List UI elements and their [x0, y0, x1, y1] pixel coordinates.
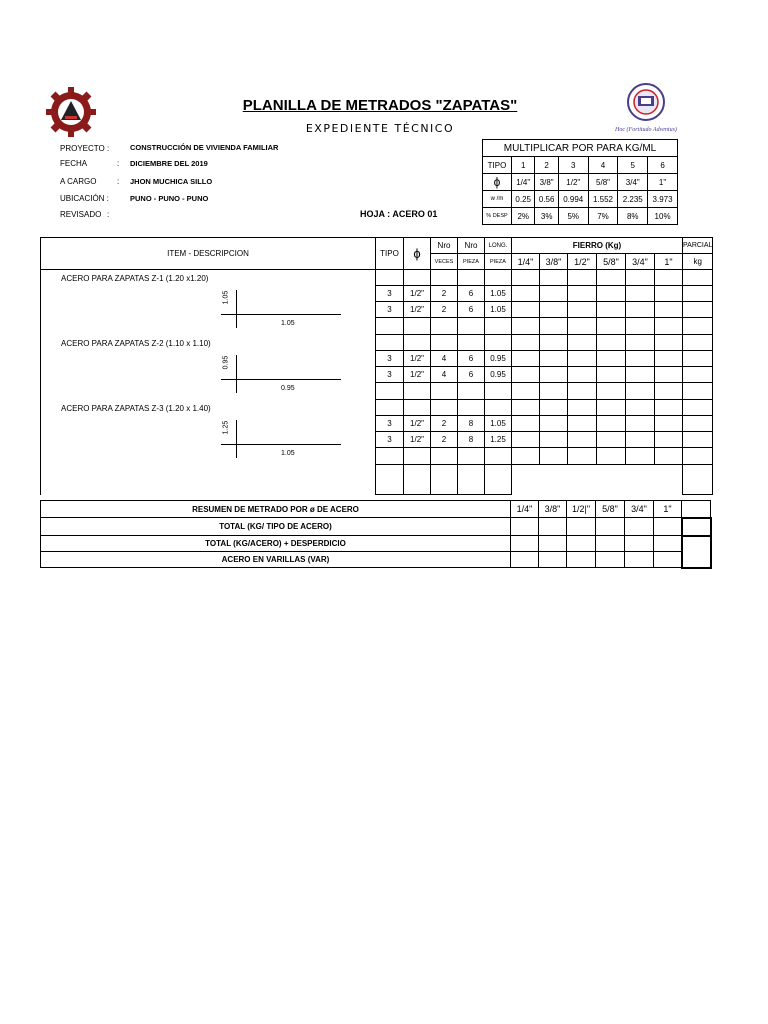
total-cell: [682, 518, 711, 536]
sketch-vertical-line: [236, 355, 237, 393]
cell: [683, 367, 713, 383]
nro-header: Nro: [431, 238, 458, 254]
parcial-header: PARCIAL: [683, 238, 713, 254]
cell: [404, 448, 431, 465]
multiplicar-title: MULTIPLICAR POR PARA KG/ML: [483, 140, 678, 157]
cell: [41, 465, 376, 495]
cell: [655, 432, 683, 448]
row-tipo: 3: [376, 416, 404, 432]
resumen-diam: 1/2|": [567, 501, 596, 518]
resumen-diam: 3/8": [539, 501, 567, 518]
row-long: 1.05: [485, 302, 512, 318]
cell: [376, 465, 404, 495]
fierro-diam-header: 1": [655, 254, 683, 270]
row-long: 1.05: [485, 286, 512, 302]
fierro-diam-header: 1/4": [512, 254, 540, 270]
cell: [512, 318, 540, 335]
cell: [540, 448, 568, 465]
cell: [597, 448, 626, 465]
cell: [625, 518, 654, 536]
sketch-vertical-dim: 0.95: [222, 355, 230, 369]
row-phi: 1/2": [404, 286, 431, 302]
cell: [597, 270, 626, 286]
cell: [568, 351, 597, 367]
cell: [458, 318, 485, 335]
cell: [568, 286, 597, 302]
cell: [485, 335, 512, 351]
row-veces: 4: [431, 351, 458, 367]
cell: [625, 552, 654, 568]
cell: [512, 448, 540, 465]
rebar-sketch: [221, 420, 341, 458]
document-subtitle: EXPEDIENTE TÉCNICO: [305, 122, 455, 135]
row-veces: 2: [431, 286, 458, 302]
cell: [626, 302, 655, 318]
cargo-value: JHON MUCHICA SILLO: [130, 177, 213, 186]
tipo-cell: 2: [535, 157, 558, 174]
cargo-sep: :: [117, 177, 120, 186]
cell: [485, 448, 512, 465]
cell: [625, 536, 654, 552]
sketch-vertical-line: [236, 420, 237, 458]
cell: [626, 270, 655, 286]
cell: [540, 286, 568, 302]
cell: [655, 302, 683, 318]
multiplicar-table: [482, 139, 678, 225]
sketch-horizontal-line: [221, 444, 341, 445]
cell: [458, 335, 485, 351]
cell: [376, 270, 404, 286]
cell: [540, 416, 568, 432]
cell: [540, 302, 568, 318]
row-phi: 1/2": [404, 367, 431, 383]
cell: [512, 465, 683, 495]
cell: [404, 383, 431, 400]
cell: [376, 318, 404, 335]
cell: [431, 335, 458, 351]
cell: [485, 270, 512, 286]
cell: [511, 518, 539, 536]
cell: [655, 335, 683, 351]
proyecto-value: CONSTRUCCIÓN DE VIVIENDA FAMILIAR: [130, 143, 279, 152]
row-long: 1.05: [485, 416, 512, 432]
cell: [654, 518, 682, 536]
row-tipo: 3: [376, 286, 404, 302]
cell: [567, 536, 596, 552]
row-phi: 1/2": [404, 351, 431, 367]
cell: [567, 518, 596, 536]
cell: [512, 302, 540, 318]
cell: [539, 536, 567, 552]
cell: [539, 552, 567, 568]
cell: [512, 416, 540, 432]
cell: [485, 400, 512, 416]
cell: [655, 270, 683, 286]
diam-cell: 1/2": [558, 174, 588, 191]
cell: [655, 448, 683, 465]
resumen-diam: 3/4": [625, 501, 654, 518]
sketch-vertical-dim: 1.25: [222, 420, 230, 434]
zapata-title: ACERO PARA ZAPATAS Z-1 (1.20 x1.20): [61, 274, 209, 283]
cell: [540, 383, 568, 400]
ubicacion-value: PUNO - PUNO - PUNO: [130, 194, 209, 203]
desp-cell: 8%: [618, 208, 648, 225]
fecha-sep: :: [117, 159, 120, 168]
cell: [568, 416, 597, 432]
cell: [568, 448, 597, 465]
fecha-label: FECHA: [60, 159, 88, 168]
cell: [597, 286, 626, 302]
diam-cell: 5/8": [588, 174, 618, 191]
cell: [458, 465, 485, 495]
cell: [511, 552, 539, 568]
cell: [655, 383, 683, 400]
cell: [512, 432, 540, 448]
row-pieza: 6: [458, 302, 485, 318]
zapata-title: ACERO PARA ZAPATAS Z-2 (1.10 x 1.10): [61, 338, 211, 348]
cell: [540, 432, 568, 448]
desp-cell: 7%: [588, 208, 618, 225]
fierro-diam-header: 1/2": [568, 254, 597, 270]
desp-cell: 10%: [648, 208, 678, 225]
row-tipo: 3: [376, 367, 404, 383]
veces-header: VECES: [431, 254, 458, 270]
zapata-description: [41, 270, 376, 335]
cell: [540, 318, 568, 335]
varillas-label: ACERO EN VARILLAS (VAR): [41, 552, 511, 568]
cell: [431, 383, 458, 400]
cell: [458, 383, 485, 400]
zapata-description: [41, 335, 376, 400]
cell: [597, 400, 626, 416]
resumen-diam: 5/8": [596, 501, 625, 518]
proyecto-label: PROYECTO :: [60, 144, 110, 153]
cell: [597, 432, 626, 448]
wm-cell: 3.973: [648, 191, 678, 208]
cell: [568, 270, 597, 286]
cell: [540, 335, 568, 351]
total-cell: [682, 536, 711, 568]
cell: [431, 465, 458, 495]
cell: [512, 383, 540, 400]
row-pieza: 8: [458, 416, 485, 432]
zapata-description: [41, 400, 376, 465]
revisado-sep: :: [107, 210, 110, 219]
document-title: PLANILLA DE METRADOS "ZAPATAS": [242, 97, 518, 114]
fierro-diam-header: 3/4": [626, 254, 655, 270]
zapata-title: ACERO PARA ZAPATAS Z-3 (1.20 x 1.40): [61, 403, 211, 413]
row-phi: 1/2": [404, 432, 431, 448]
cell: [683, 286, 713, 302]
cell: [431, 318, 458, 335]
cell: [626, 432, 655, 448]
cell: [626, 318, 655, 335]
cell: [539, 518, 567, 536]
resumen-table: [40, 500, 712, 569]
desp-label: % DESP: [483, 208, 512, 225]
cell: [568, 383, 597, 400]
pieza-header: PIEZA: [458, 254, 485, 270]
row-pieza: 6: [458, 351, 485, 367]
rebar-sketch: [221, 355, 341, 393]
row-pieza: 6: [458, 367, 485, 383]
cell: [597, 351, 626, 367]
cell: [511, 536, 539, 552]
nro2-header: Nro: [458, 238, 485, 254]
cell: [655, 318, 683, 335]
cell: [512, 270, 540, 286]
desp-cell: 5%: [558, 208, 588, 225]
sketch-horizontal-line: [221, 314, 341, 315]
cell: [485, 383, 512, 400]
sketch-horizontal-dim: 0.95: [281, 384, 295, 392]
diam-cell: 3/8": [535, 174, 558, 191]
cell: [568, 400, 597, 416]
row-tipo: 3: [376, 351, 404, 367]
sketch-horizontal-line: [221, 379, 341, 380]
wm-cell: 0.25: [512, 191, 535, 208]
cell: [485, 465, 512, 495]
tipo-cell: 3: [558, 157, 588, 174]
cell: [683, 270, 713, 286]
cell: [568, 335, 597, 351]
total-desp-label: TOTAL (KG/ACERO) + DESPERDICIO: [41, 536, 511, 552]
cell: [540, 367, 568, 383]
tipo-cell: 4: [588, 157, 618, 174]
row-long: 1.25: [485, 432, 512, 448]
cell: [431, 400, 458, 416]
total-tipo-label: TOTAL (KG/ TIPO DE ACERO): [41, 518, 511, 536]
sketch-horizontal-dim: 1.05: [281, 449, 295, 457]
cell: [512, 367, 540, 383]
phi-symbol: ϕ: [483, 174, 512, 191]
cell: [654, 536, 682, 552]
cell: [540, 270, 568, 286]
cell: [404, 465, 431, 495]
phi-header: ϕ: [404, 238, 431, 270]
resumen-diam: 1/4": [511, 501, 539, 518]
cell: [626, 335, 655, 351]
cell: [568, 302, 597, 318]
wm-cell: 2.235: [618, 191, 648, 208]
cell: [683, 400, 713, 416]
cell: [596, 552, 625, 568]
pieza2-header: PIEZA: [485, 254, 512, 270]
desp-cell: 3%: [535, 208, 558, 225]
cell: [654, 552, 682, 568]
row-tipo: 3: [376, 302, 404, 318]
cell: [683, 302, 713, 318]
cell: [568, 432, 597, 448]
resumen-diam: 1": [654, 501, 682, 518]
cell: [512, 400, 540, 416]
cell: [655, 416, 683, 432]
cell: [626, 416, 655, 432]
cell: [683, 351, 713, 367]
cell: [458, 270, 485, 286]
tipo-cell: 5: [618, 157, 648, 174]
diam-cell: 1": [648, 174, 678, 191]
cell: [626, 448, 655, 465]
cell: [683, 416, 713, 432]
cell: [512, 286, 540, 302]
cell: [458, 400, 485, 416]
cell: [626, 286, 655, 302]
sketch-vertical-dim: 1.05: [222, 290, 230, 305]
cell: [683, 383, 713, 400]
row-veces: 4: [431, 367, 458, 383]
tipo-label: TIPO: [483, 157, 512, 174]
diam-cell: 3/4": [618, 174, 648, 191]
cell: [404, 335, 431, 351]
row-long: 0.95: [485, 351, 512, 367]
cell: [376, 448, 404, 465]
cell: [512, 335, 540, 351]
cell: [597, 335, 626, 351]
cell: [404, 400, 431, 416]
cell: [626, 351, 655, 367]
cell: [597, 416, 626, 432]
cell: [485, 318, 512, 335]
cell: [683, 448, 713, 465]
cell: [596, 536, 625, 552]
cell: [655, 351, 683, 367]
hoja-label: HOJA : ACERO 01: [360, 209, 438, 219]
seal-caption: Hoc (Fortitudo Adventus): [615, 127, 677, 133]
row-phi: 1/2": [404, 416, 431, 432]
revisado-label: REVISADO: [60, 210, 102, 219]
ubicacion-label: UBICACIÓN :: [60, 194, 109, 203]
tipo-cell: 6: [648, 157, 678, 174]
cell: [597, 318, 626, 335]
cell: [404, 318, 431, 335]
row-veces: 2: [431, 432, 458, 448]
cell: [683, 318, 713, 335]
cell: [596, 518, 625, 536]
metrado-table: [40, 237, 713, 495]
university-gear-logo: [45, 86, 97, 143]
row-veces: 2: [431, 416, 458, 432]
kg-header: kg: [683, 254, 713, 270]
cell: [458, 448, 485, 465]
rebar-sketch: [221, 290, 341, 328]
row-long: 0.95: [485, 367, 512, 383]
fierro-diam-header: 5/8": [597, 254, 626, 270]
diam-cell: 1/4": [512, 174, 535, 191]
fierro-header: FIERRO (Kg): [512, 238, 683, 254]
fierro-diam-header: 3/8": [540, 254, 568, 270]
cell: [683, 335, 713, 351]
wm-cell: 0.994: [558, 191, 588, 208]
cargo-label: A CARGO: [60, 177, 97, 186]
cell: [626, 383, 655, 400]
resumen-label: RESUMEN DE METRADO POR ø DE ACERO: [41, 501, 511, 518]
row-veces: 2: [431, 302, 458, 318]
cell: [376, 383, 404, 400]
sketch-horizontal-dim: 1.05: [281, 320, 295, 327]
desp-cell: 2%: [512, 208, 535, 225]
wm-label: w /m: [483, 191, 512, 208]
cell: [597, 302, 626, 318]
wm-cell: 1.552: [588, 191, 618, 208]
cell: [597, 383, 626, 400]
cell: [655, 367, 683, 383]
row-tipo: 3: [376, 432, 404, 448]
cell: [540, 400, 568, 416]
cell: [655, 400, 683, 416]
cell: [404, 270, 431, 286]
cell: [431, 270, 458, 286]
tipo-header: TIPO: [376, 238, 404, 270]
cell: [626, 400, 655, 416]
cell: [655, 286, 683, 302]
long-header: LONG.: [485, 238, 512, 254]
cell: [568, 318, 597, 335]
row-phi: 1/2": [404, 302, 431, 318]
university-seal-logo: [610, 82, 682, 133]
sketch-vertical-line: [236, 290, 237, 328]
cell: [376, 400, 404, 416]
cell: [683, 432, 713, 448]
row-pieza: 6: [458, 286, 485, 302]
cell: [376, 335, 404, 351]
resumen-empty: [682, 501, 711, 518]
fecha-value: DICIEMBRE DEL 2019: [130, 159, 208, 168]
cell: [540, 351, 568, 367]
tipo-cell: 1: [512, 157, 535, 174]
cell: [626, 367, 655, 383]
cell: [568, 367, 597, 383]
cell: [431, 448, 458, 465]
row-pieza: 8: [458, 432, 485, 448]
item-header: ITEM - DESCRIPCION: [41, 238, 376, 270]
cell: [597, 367, 626, 383]
cell: [683, 465, 713, 495]
cell: [512, 351, 540, 367]
cell: [567, 552, 596, 568]
wm-cell: 0.56: [535, 191, 558, 208]
